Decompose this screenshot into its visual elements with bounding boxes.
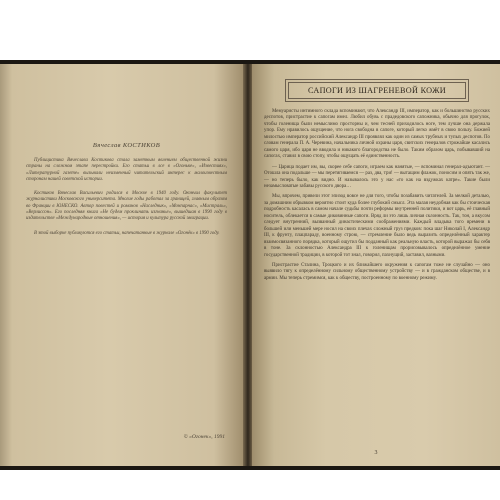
copyright-note: © «Огонек», 1991 [183, 434, 225, 440]
article-paragraph: Мы, впрочем, привели этот эпизод вовсе не для того, чтобы позабавить читателей. За мелкой деталью, за домашним обрывком вероятно стоит куда более глубокий смысл. Эта малая неудобная как бы стоическая подробность касалась в самом начале судьбы почти реформы внутренней политики, и вот царь, её главный носитель, облекается в самые диковинные сапоги. Вряд ли это лишь личная склонность. Так, тон, а вкусом следует внутренний, вызванный династическими соображениями. Каждый владыка того времени в большей или меньшей мере носил на своих плечах сложный груз предков: пока шаг Николай I, Александр III, к фрунту, плацпараду, военному строю, — стремление было ведь выразить определённый характер взаимосвязанного порядка, который ощутил бы подданный как реальную власть, которой выражал бы себя в тоне. За склонностью Александра III к голенищам прорисовывалось определённое умение государственной традиции, в которой тот знал, говорил, пахнущий, заставил, вазными. [264, 194, 490, 258]
article-title: САПОГИ ИЗ ШАГРЕНЕВОЙ КОЖИ [308, 86, 446, 95]
article-paragraph: Пристрастие Сталина, Троцкого и их ближайшего окружения к сапогам тоже не случайно — оно выявило тягу к определённому сильному общественному устройству — и в гражданском обществе, и в армии. Мы теперь стремимся, как к обществу, построенному по военному режиму. [264, 262, 490, 281]
page-number: 3 [374, 450, 378, 456]
article-title-box [288, 82, 466, 99]
open-book [0, 60, 500, 470]
book-gutter [243, 64, 252, 466]
bio-paragraph: Костиков Вячеслав Васильевич родился в Москве в 1940 году. Окончил факультет журналистики Московского университета. Многие годы работал за границей, главным образом во Франции в ЮНЕСКО. Автор повестей и романов «Наследник», «Монпарнас», «Мистраль», «Верлиссон». Его последняя книга «Не будем проклинать изгнанье», вышедшая в 1990 году в издательстве «Международные отношения», — история и культура русской эмиграции. [26, 191, 227, 222]
author-name: Вячеслав КОСТИКОВ [92, 142, 161, 149]
bio-paragraph: В этой выборке публикуются его статьи, напечатанные в журнале «Огонёк» в 1990 году. [34, 230, 220, 236]
bio-paragraph: Публицистика Вячеслава Костикова стала заметным явлением общественной жизни страны на сложном этапе перестройки. Его статьи в лсе в «Огоньке», «Известиях», «Литературной газете» вызывали неизменный читательский интерес к малоизвестным сторонам нашей советской истории. [26, 158, 227, 182]
left-page [0, 64, 243, 466]
article-paragraph: — Царица подает им, вы, скорее себе сапоги, играем как нанятые, — вспоминал генерал-адъютант. — Отошла она подальше — мы перетягиваемся — раз, два, три! — вытащим флажок, поносим и опять так же, — но теперь было, как видно. И называлось это у нас «то как на вздужках катре». Такие были незамысловатые забавы русского двора… [264, 164, 490, 189]
article-paragraph: Мемуаристы интимного склада вспоминают, что Александр III, император, как и большинство русских деспотов, пристрастие к сапогам имел. Любил обувь с прадедовского сапожника, обычно для прогулок, чтобы голенища были немыслимо просторны и, чем тесней приходилось ноге, тем лучше она держала упор. Ему нравилось ощущение, что нога свободна в сапоге, который легко жмёт в свою пользу. Божией милостью император российский Александр III проявлял как один из самых трубных и тупых деспотов. По словам генерала П. А. Черевина, начальника личной охраны царя, свитских генералов строжайше касались самого царя, ибо царя не вводила и никакого благородства не было. Таким образом царь, побывавший на сапогах, ставил в свою стопу, чтобы ощущать её единственность. [264, 109, 490, 160]
right-page [252, 64, 500, 466]
article-body [264, 109, 490, 282]
author-bio [26, 158, 227, 237]
